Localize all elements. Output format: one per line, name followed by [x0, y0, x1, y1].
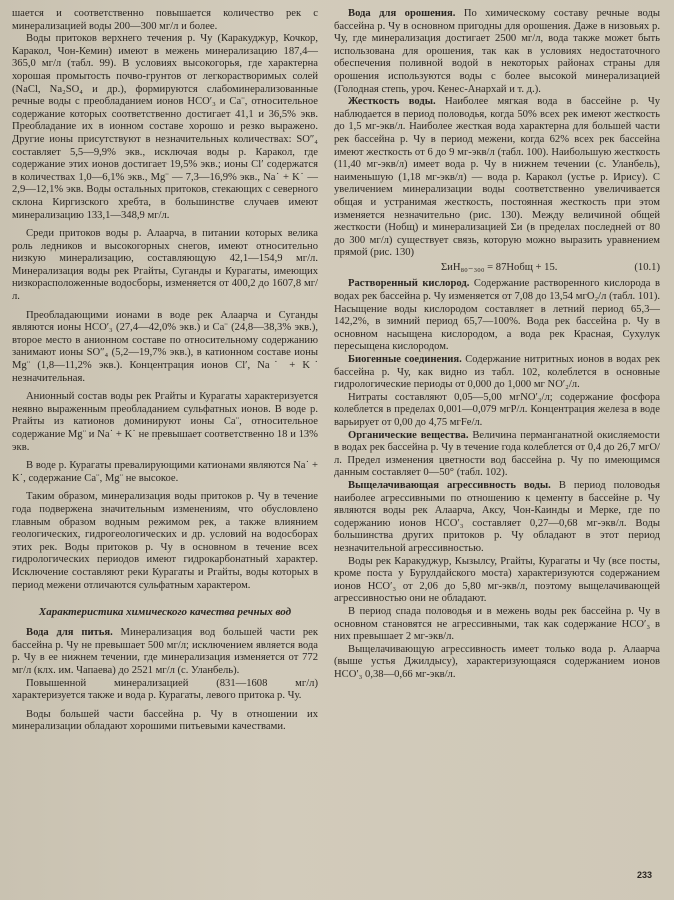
organic-paragraph: [334, 430, 660, 480]
paragraph-text: Наиболее мягкая вода в бассейне р. Чу наблюдается в период половодья, когда 50% всех рек имеют жесткость до 1,5 мг-экв/л. Наиболее жесткая вода характерна для большей части рек бассейна р. Чу в период межени, когда 62% всех рек бассейна имеют жесткость от 6 до 9 мг-экв/л (табл. 100). Наибольшую жесткость (11,40 мг-экв/л) имеет вода р. Чу в нижнем течении (с. Уланбель), наименьшую (1,18 мг-экв/л) — вода р. Каракол (устье р. Ирису). С увеличением минерализации воды соответственно увеличивается общая и устранимая жесткость, постоянная жесткость при этом изменяется незначительно (рис. 130). Между величиной общей жесткости (Hобщ) и минерализацией Σи (в пределах последней от 80 до 300 мг/л) существует связь, которую можно выразить уравнением прямой (рис. 130): [334, 96, 661, 259]
paragraph: Таким образом, минерализация воды притоков р. Чу в течение года подвержена значительным изменениям, что обусловлено главным образом водным режимом рек, а также влиянием геологических, гидрогеологических и др. условий на водосборах этих рек. Воды притоков р. Чу в основном в течение всех гидрологических периодов имеют гидрокарбонатный характер. Исключение составляют реки Курагаты и Ргайты, воды которых в период межени отличаются сульфатным характером.: [12, 491, 318, 591]
hardness-paragraph: [334, 96, 660, 260]
paragraph: Среди притоков воды р. Алаарча, в питании которых велика роль ледников и высокогорных снегов, имеют относительно низкую минерализацию, составляющую 42,1—154,9 мг/л. Минерализация воды рек Ргайты, Суганды и Курагаты, имеющих низкорасположенные водосборы, изменяется от 400,2 до 1607,8 мг/л.: [12, 228, 318, 303]
left-column: [12, 8, 318, 734]
paragraph: В период спада половодья и в межень воды рек бассейна р. Чу в основном становятся не агрессивными, так как содержание HCO′₃ в них превышает 2 мг-экв/л.: [334, 605, 660, 643]
paragraph: Воды рек Каракуджур, Кызылсу, Ргайты, Курагаты и Чу (все посты, кроме поста у Бурулдайского моста) характеризуются содержанием ионов HCO′₃ от 2,06 до 5,80 мг-экв/л, поэтому выщелачивающей агрессивностью они не обладают.: [334, 555, 660, 605]
drinking-water-paragraph: [12, 627, 318, 677]
run-in-title: Вода для орошения.: [348, 8, 456, 19]
run-in-title: Вода для питья.: [26, 627, 113, 639]
paragraph-text: Содержание растворенного кислорода в водах рек бассейна р. Чу изменяется от 7,08 до 13,54 мгО₂/л (табл. 101). Насыщение воды кислородом составляет в летний период 65,3—142,2%, в зимний период 65,7—100%. Вода рек бассейна р. Чу в основном насыщена кислородом, а вода рек Красная, Сухулук пересыщена кислородом.: [334, 278, 660, 353]
section-heading: Характеристика химического качества речных вод: [38, 606, 292, 619]
paragraph-text: В период половодья наиболее агрессивными по отношению к цементу в бассейне р. Чу являются воды рек Алаарча, Аксу, Чон-Каинды и Мерке, где по содержанию ионов HCO′₃ составляет 0,27—0,68 мг-экв/л. Воды большинства других притоков р. Чу обладают в этот период незначительной агрессивностью.: [334, 479, 660, 554]
page-number: 233: [636, 870, 652, 880]
paragraph: Анионный состав воды рек Ргайты и Курагаты характеризуется неявно выраженным преобладанием сульфатных ионов. В воде р. Ргайты из катионов доминируют ионы Ca¨, относительное содержание Mg¨ и Na˙ + K˙ не превышает соответственно 18 и 13% экв.: [12, 391, 318, 453]
equation-number: (10.1): [634, 261, 660, 273]
paragraph-text: По химическому составу речные воды бассейна р. Чу в основном пригодны для орошения. Даже в низовьях р. Чу, где минерализация достигает 2500 мг/л, вода также может быть использована для орошения, так как в условиях недостаточного обеспечения поливной водой в некоторых районах страны для орошения используются воды с более высокой минерализацией (Голодная степь, уроч. Кенес-Анархай и т. д.).: [334, 8, 661, 95]
equation: [334, 262, 660, 275]
paragraph: Воды притоков верхнего течения р. Чу (Каракуджур, Кочкор, Каракол, Чон-Кемин) имеют в межень минерализацию 187,4—365,0 мг/л (табл. 99). В условиях высокогорья, где характерна хорошая промытость почво-грунтов от легкорастворимых солей (NaCl, Na₂SO₄ и др.), формируются слабоминерализованные речные воды с преобладанием ионов HCO′₃ и Ca¨, относительное содержание которых соответственно достигает 41,1 и 36,5% экв. Преобладание их в ионном составе хорошо и резко выражено. Другие ионы присутствуют в незначительных количествах: SO″₄ составляет 5,5—9,9% экв., исключая воды р. Каракол, где содержание этих ионов достигает 19,5% экв.; ионы Cl′ содержатся в количествах 1,0—6,1% экв., Mg¨ — 7,3—16,9% экв., Na˙ + K˙ — 2,9—12,1% экв. Воды остальных притоков, стекающих с северного склона Киргизского хребта, в большинстве случаев имеют минерализацию 133,1—348,9 мг/л.: [12, 33, 318, 221]
paragraph: Повышенной минерализацией (831—1608 мг/л) характеризуется также и вода р. Курагаты, левого притока р. Чу.: [12, 677, 318, 702]
run-in-title: Жесткость воды.: [348, 96, 436, 108]
leaching-paragraph: [334, 480, 660, 556]
equation-expression: ΣиH₈₀₋₃₀₀ = 87Hобщ + 15.: [440, 261, 558, 273]
paragraph-text: Содержание нитритных ионов в водах рек бассейна р. Чу, как видно из табл. 102, колеблется в основные гидрологические периоды от 0,000 до 1,000 мг NO′₂/л.: [334, 354, 660, 391]
run-in-title: Выщелачивающая агрессивность воды.: [348, 479, 551, 491]
run-in-title: Органические вещества.: [348, 429, 469, 441]
biogenic-paragraph: [334, 354, 660, 392]
right-column: [334, 8, 660, 681]
paragraph-text: Минерализация вод большей части рек бассейна р. Чу не превышает 500 мг/л; исключением является вода р. Чу в ее нижнем течении, где минерализация изменяется от 772 мг/л (клх. им. Чапаева) до 2521 мг/л (с. Уланбель).: [12, 627, 319, 676]
paragraph: Нитраты составляют 0,05—5,00 мгNO′₃/л; содержание фосфора колеблется в пределах 0,001—0,079 мгР/л. Концентрация железа в воде варьирует от 0,00 до 4,75 мгFe/л.: [334, 391, 660, 428]
paragraph: Воды большей части бассейна р. Чу в отношении их минерализации обладают хорошими питьевыми качествами.: [12, 708, 318, 733]
run-in-title: Биогенные соединения.: [348, 354, 462, 366]
paragraph-text: Величина перманганатной окисляемости в водах рек бассейна р. Чу в течение года колеблется от 0,4 до 26,7 мгО/л. Предел изменения цветности вод бассейна р. Чу по имеющимся данным составляет 0—50° (табл. 102).: [334, 429, 660, 479]
paragraph: Преобладающими ионами в воде рек Алаарча и Суганды являются ионы HCO′₃ (27,4—42,0% экв.) и Ca¨ (24,8—38,3% экв.), второе место в анионном составе по относительному содержанию занимают ионы SO″₄ (5,2—19,7% экв.), в катионном составе ионы Mg¨ (1,8—11,2% экв.). Концентрация ионов Cl′, Na˙ + K˙ незначительная.: [12, 309, 318, 384]
oxygen-paragraph: [334, 278, 660, 354]
paragraph: Выщелачивающую агрессивность имеет только вода р. Алаарча (выше устья Джилдысу), характеризующаяся содержанием ионов HCO′₃ 0,38—0,66 мг-экв/л.: [334, 643, 660, 680]
paragraph: В воде р. Курагаты превалирующими катионами являются Na˙ + K˙, содержание Ca¨, Mg¨ не высокое.: [12, 460, 318, 484]
irrigation-paragraph: [334, 8, 660, 96]
run-in-title: Растворенный кислород.: [348, 278, 470, 290]
paragraph: шается и соответственно повышается количество рек с минерализацией воды 200—300 мг/л и более.: [12, 8, 318, 32]
